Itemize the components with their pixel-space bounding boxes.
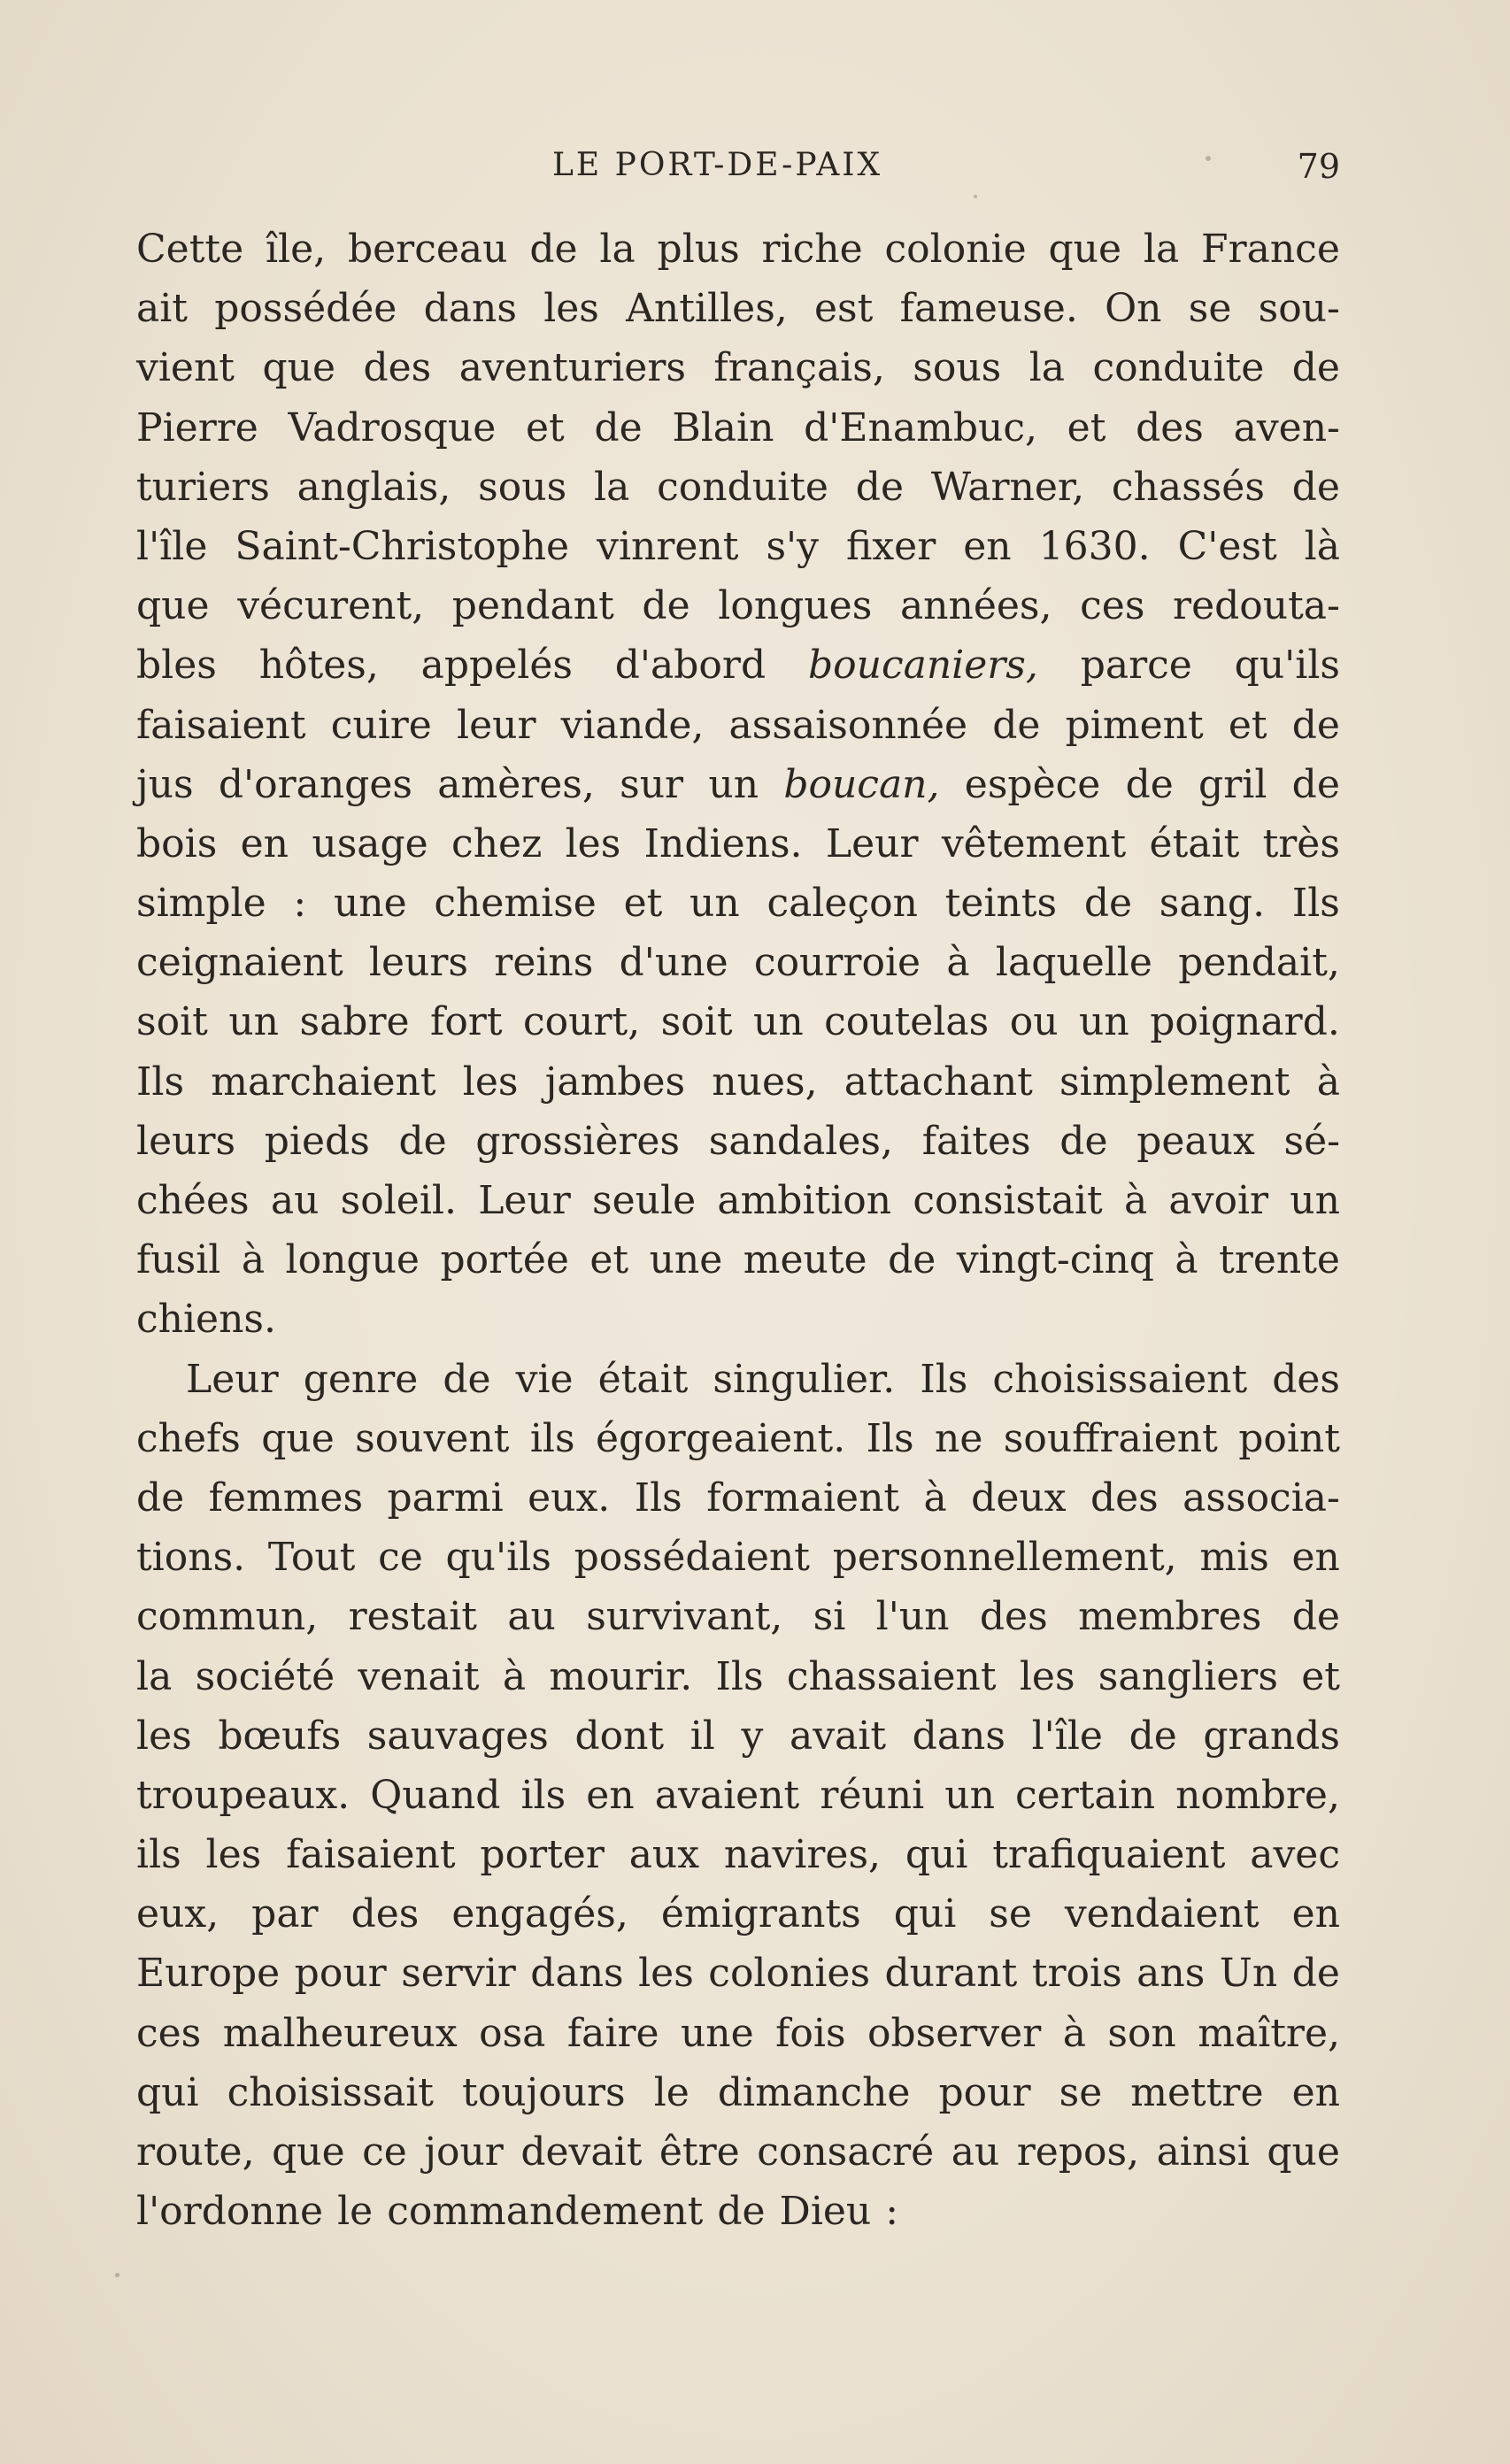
text-line: que vécurent, pendant de longues années, ces redouta- xyxy=(136,583,1340,629)
text-line: Ils marchaient les jambes nues, attachant simplement à xyxy=(136,1059,1340,1105)
text-line: Europe pour servir dans les colonies durant trois ans Un de xyxy=(136,1951,1340,1997)
text-line: Cette île, berceau de la plus riche colonie que la France xyxy=(136,227,1340,272)
text-line: qui choisissait toujours le dimanche pour se mettre en xyxy=(136,2069,1340,2115)
print-speck xyxy=(974,195,977,198)
text-line: ces malheureux osa faire une fois observer à son maître, xyxy=(136,2010,1340,2056)
text-line: l'île Saint-Christophe vinrent s'y fixer en 1630. C'est là xyxy=(136,523,1340,569)
text-line: ait possédée dans les Antilles, est fameuse. On se sou- xyxy=(136,286,1340,332)
text-line: route, que ce jour devait être consacré au repos, ainsi que xyxy=(136,2129,1340,2175)
text-line: jus d'oranges amères, sur un boucan, espèce de gril de xyxy=(136,761,1340,807)
text-line: fusil à longue portée et une meute de vingt-cinq à trente xyxy=(136,1237,1340,1283)
print-speck xyxy=(115,2273,119,2277)
text-line: chiens. xyxy=(136,1297,276,1343)
body-text xyxy=(136,219,1340,2241)
text-line: de femmes parmi eux. Ils formaient à deux des associa- xyxy=(136,1475,1340,1521)
text-line: commun, restait au survivant, si l'un des membres de xyxy=(136,1594,1340,1640)
text-line: bois en usage chez les Indiens. Leur vêtement était très xyxy=(136,820,1340,866)
text-line: la société venait à mourir. Ils chassaient les sangliers et xyxy=(136,1653,1340,1699)
running-header xyxy=(136,147,1340,191)
text-line: Leur genre de vie était singulier. Ils choisissaient des xyxy=(186,1356,1340,1402)
text-line: Pierre Vadrosque et de Blain d'Enambuc, et des aven- xyxy=(136,404,1340,450)
text-line: chefs que souvent ils égorgeaient. Ils ne souffraient point xyxy=(136,1415,1340,1461)
text-line: soit un sabre fort court, soit un coutelas ou un poignard. xyxy=(136,999,1340,1045)
running-title: LE PORT-DE-PAIX xyxy=(552,147,883,183)
print-speck xyxy=(1206,156,1211,161)
text-line: faisaient cuire leur viande, assaisonnée de piment et de xyxy=(136,702,1340,748)
text-line: les bœufs sauvages dont il y avait dans l'île de grands xyxy=(136,1713,1340,1759)
text-line: troupeaux. Quand ils en avaient réuni un certain nombre, xyxy=(136,1772,1340,1818)
text-line: l'ordonne le commandement de Dieu : xyxy=(136,2189,899,2235)
text-line: ils les faisaient porter aux navires, qui trafiquaient avec xyxy=(136,1832,1340,1878)
text-line: leurs pieds de grossières sandales, faites de peaux sé- xyxy=(136,1118,1340,1164)
text-line: vient que des aventuriers français, sous la conduite de xyxy=(136,345,1340,391)
text-line: turiers anglais, sous la conduite de Warner, chassés de xyxy=(136,464,1340,510)
text-line: ceignaient leurs reins d'une courroie à laquelle pendait, xyxy=(136,940,1340,986)
text-line: chées au soleil. Leur seule ambition consistait à avoir un xyxy=(136,1178,1340,1223)
page-number: 79 xyxy=(1297,147,1340,186)
text-line: simple : une chemise et un caleçon teints de sang. Ils xyxy=(136,881,1340,927)
text-line: bles hôtes, appelés d'abord boucaniers, parce qu'ils xyxy=(136,643,1340,689)
text-line: tions. Tout ce qu'ils possédaient personnellement, mis en xyxy=(136,1535,1340,1581)
text-line: eux, par des engagés, émigrants qui se vendaient en xyxy=(136,1891,1340,1937)
